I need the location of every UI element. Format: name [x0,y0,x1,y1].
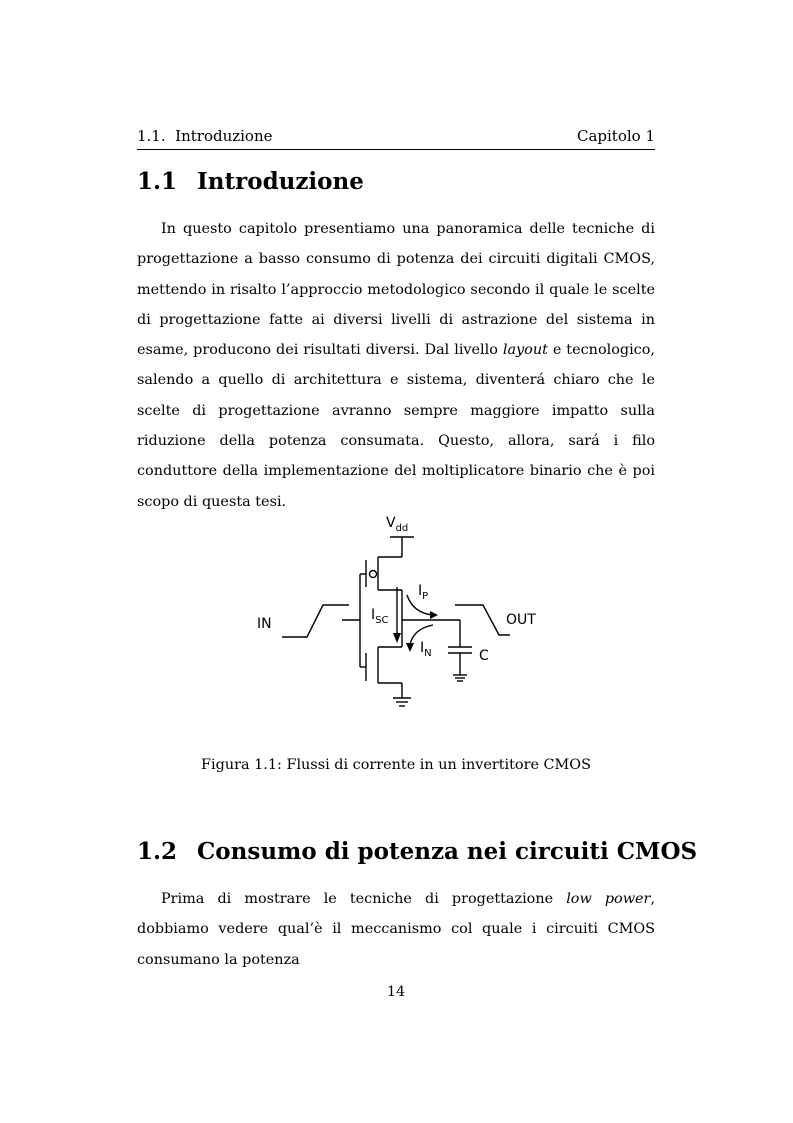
section-number: 1.1 [137,168,178,195]
paragraph-italic-term: low power [566,891,651,907]
input-waveform [282,605,349,637]
power-paragraph [137,884,655,975]
section-title: Introduzione [197,168,364,195]
paragraph-text: In questo capitolo presentiamo una panoramica delle tecniche di progettazione a basso consumo di potenza dei circuiti digitali CMOS, mettendo in risalto l’approccio metodologico secondo il quale le scelte di progettazione fatte ai diversi livelli di astrazione del sistema in esame, producono dei risultati diversi. Dal livello [137,221,655,359]
page-number: 14 [386,984,406,1000]
running-head-section: 1.1. Introduzione [137,127,273,145]
cmos-inverter-diagram [250,505,550,720]
paragraph-italic-term: layout [502,342,548,359]
intro-paragraph [137,214,655,517]
pmos-bubble [370,571,377,578]
out-label: OUT [506,612,536,628]
paragraph-text: Prima di mostrare le tecniche di progettazione [161,891,567,907]
in-label: IN [257,616,272,632]
vdd-label: $V_{dd}$ [386,515,409,534]
section-number: 1.2 [137,838,178,865]
figure-caption: Figura 1.1: Flussi di corrente in un invertitore CMOS [201,757,591,773]
in-current-label: $I_N$ [420,640,432,659]
ip-label: $I_P$ [418,583,429,602]
running-head [137,126,655,150]
paragraph-text: , dobbiamo vedere qual’è il meccanismo col quale i circuiti CMOS consumano la potenza [137,891,656,968]
capacitor-label: C [479,648,489,664]
section-title: Consumo di potenza nei circuiti CMOS [197,838,698,865]
paragraph-text: e tecnologico, salendo a quello di architettura e sistema, diventerá chiaro che le scelte di progettazione avranno sempre maggiore impatto sulla riduzione della potenza consumata. Questo, allora, sará i filo conduttore della implementazione del moltiplicatore binario che è poi scopo di questa tesi. [137,342,655,510]
running-head-chapter: Capitolo 1 [576,127,655,145]
in-arrowhead [406,643,414,652]
ip-arrowhead [430,611,438,619]
section-heading-2 [137,838,697,866]
isc-label: $I_{SC}$ [371,607,389,626]
isc-arrowhead [393,633,401,643]
output-waveform [455,605,510,635]
section-heading-1 [137,168,364,196]
